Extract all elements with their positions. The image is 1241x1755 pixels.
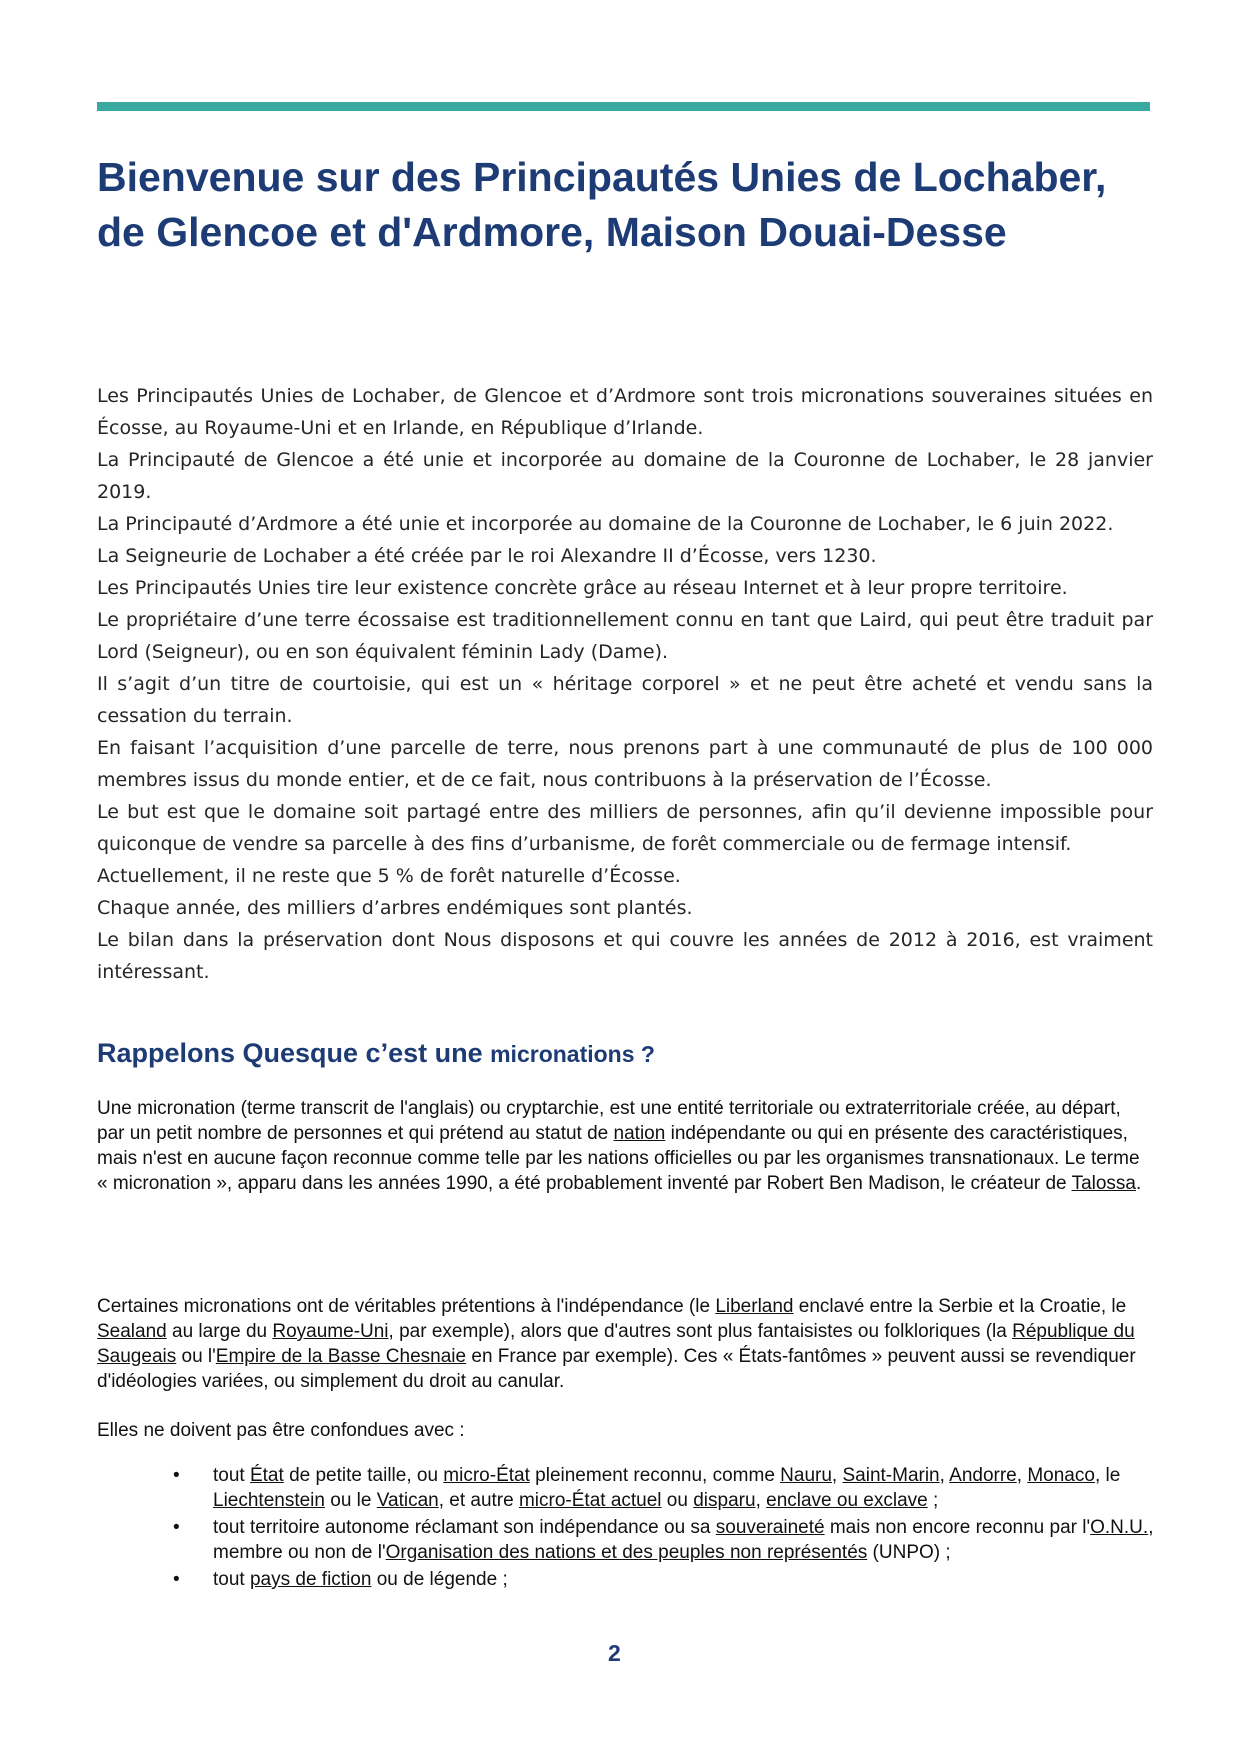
text-run: , [1016,1465,1028,1486]
bullet-icon: • [173,1465,180,1486]
link-micro-etat-actuel[interactable]: micro-État actuel [518,1490,662,1511]
bullet-icon: • [173,1517,180,1538]
link-souverainete[interactable]: souveraineté [715,1517,825,1538]
intro-paragraph: Les Principautés Unies tire leur existence concrète grâce au réseau Internet et à leur propre territoire. [97,577,1068,599]
text-run: Certaines micronations ont de véritables prétentions à l'indépendance (le [97,1296,716,1317]
link-vatican[interactable]: Vatican [376,1490,439,1511]
text-run: ou le [324,1490,377,1511]
intro-paragraph: Il s’agit d’un titre de courtoisie, qui est un « héritage corporel » et ne peut être acheté et vendu sans la cessation du terrain. [97,673,1153,727]
top-rule [97,102,1150,111]
link-royaume-uni[interactable]: Royaume-Uni [272,1321,389,1342]
intro-paragraph: Actuellement, il ne reste que 5 % de forêt naturelle d’Écosse. [97,865,681,887]
intro-paragraph: En faisant l’acquisition d’une parcelle de terre, nous prenons part à une communauté de plus de 100 000 membres issus du monde entier, et de ce fait, nous contribuons à la préservation de l’Écosse. [97,737,1153,791]
text-run: en France par exemple). Ces « États-fantômes » peuvent aussi se revendiquer d'idéologies variées, ou simplement du droit au canular. [97,1346,1136,1392]
text-run: Une micronation (terme transcrit de l'anglais) ou cryptarchie, est une entité territoriale ou extraterritoriale créée, au départ, par un petit nombre de personnes et qui prétend au statut de [97,1098,1121,1144]
link-nation[interactable]: nation [613,1123,666,1144]
link-republique-du-saugeais[interactable]: République du Saugeais [97,1321,1135,1367]
text-run: enclavé entre la Serbie et la Croatie, le [793,1296,1127,1317]
text-run: , [939,1465,950,1486]
link-nauru[interactable]: Nauru [780,1465,832,1486]
text-run: ou de légende ; [371,1569,508,1590]
list-intro-text: Elles ne doivent pas être confondues avec : [97,1420,465,1441]
intro-paragraph: Le bilan dans la préservation dont Nous disposons et qui couvre les années de 2012 à 2016, est vraiment intéressant. [97,929,1153,983]
page-title: Bienvenue sur des Principautés Unies de Lochaber, de Glencoe et d'Ardmore, Maison Douai-Desse [97,154,1107,255]
definition-paragraph [97,1096,1147,1196]
link-sealand[interactable]: Sealand [97,1321,167,1342]
list-item [173,1463,1173,1513]
text-run: ; [927,1490,939,1511]
link-enclave-ou-exclave[interactable]: enclave ou exclave [766,1490,928,1511]
link-talossa[interactable]: Talossa [1071,1173,1136,1194]
exclusions-list [97,1463,1173,1594]
bullet-icon: • [173,1569,180,1590]
list-item [173,1567,1173,1592]
section-heading-small: micronations ? [490,1041,655,1067]
intro-paragraph: Chaque année, des milliers d’arbres endémiques sont plantés. [97,897,693,919]
section-heading [97,1038,655,1069]
intro-paragraph: Le propriétaire d’une terre écossaise est traditionnellement connu en tant que Laird, qui peut être traduit par Lord (Seigneur), ou en son équivalent féminin Lady (Dame). [97,609,1153,663]
text-run: , [831,1465,843,1486]
link-andorre[interactable]: Andorre [949,1465,1017,1486]
link-liberland[interactable]: Liberland [715,1296,794,1317]
text-run: tout [213,1465,250,1486]
text-run: indépendante ou qui en présente des caractéristiques, mais n'est en aucune façon reconnue comme telle par les nations officielles ou par les organismes transnationaux. Le terme « micronation », apparu dans les années 1990, a été probablement inventé par Robert Ben Madison, le créateur de [97,1123,1140,1194]
link-empire-basse-chesnaie[interactable]: Empire de la Basse Chesnaie [215,1346,467,1367]
link-onu[interactable]: O.N.U. [1090,1517,1149,1538]
text-run: ou l' [176,1346,216,1367]
link-monaco[interactable]: Monaco [1027,1465,1095,1486]
text-run: , [755,1490,767,1511]
text-run: ou [661,1490,694,1511]
text-run: tout territoire autonome réclamant son indépendance ou sa [213,1517,716,1538]
text-run: au large du [166,1321,273,1342]
intro-paragraph: La Seigneurie de Lochaber a été créée par le roi Alexandre II d’Écosse, vers 1230. [97,545,877,567]
link-unpo[interactable]: Organisation des nations et des peuples non représentés [385,1542,868,1563]
link-liechtenstein[interactable]: Liechtenstein [213,1490,325,1511]
text-run: tout [213,1569,250,1590]
list-intro-paragraph [97,1418,1147,1443]
intro-paragraph: Les Principautés Unies de Lochaber, de Glencoe et d’Ardmore sont trois micronations souveraines situées en Écosse, au Royaume-Uni et en Irlande, en République d’Irlande. [97,385,1153,439]
text-run: , le [1094,1465,1121,1486]
link-saint-marin[interactable]: Saint-Marin [842,1465,940,1486]
text-run: , membre ou non de l' [213,1517,1154,1563]
section-heading-main: Rappelons Quesque c’est une [97,1038,491,1068]
intro-paragraph: La Principauté de Glencoe a été unie et incorporée au domaine de la Couronne de Lochaber, le 28 janvier 2019. [97,449,1153,503]
link-etat[interactable]: État [249,1465,284,1486]
text-run: . [1135,1173,1142,1194]
intro-section [97,380,1153,988]
text-run: de petite taille, ou [283,1465,444,1486]
link-pays-de-fiction[interactable]: pays de fiction [249,1569,372,1590]
intro-paragraph: La Principauté d’Ardmore a été unie et incorporée au domaine de la Couronne de Lochaber, le 6 juin 2022. [97,513,1114,535]
link-disparu[interactable]: disparu [693,1490,756,1511]
text-run: , et autre [438,1490,519,1511]
text-run: , par exemple), alors que d'autres sont plus fantaisistes ou folkloriques (la [388,1321,1013,1342]
text-run: (UNPO) ; [867,1542,951,1563]
text-run: mais non encore reconnu par l' [824,1517,1091,1538]
page-number: 2 [608,1640,621,1666]
list-item [173,1515,1173,1565]
examples-paragraph [97,1294,1147,1394]
link-micro-etat[interactable]: micro-État [443,1465,530,1486]
intro-paragraph: Le but est que le domaine soit partagé entre des milliers de personnes, afin qu’il devienne impossible pour quiconque de vendre sa parcelle à des fins d’urbanisme, de forêt commerciale ou de fermage intensif. [97,801,1153,855]
text-run: pleinement reconnu, comme [529,1465,781,1486]
